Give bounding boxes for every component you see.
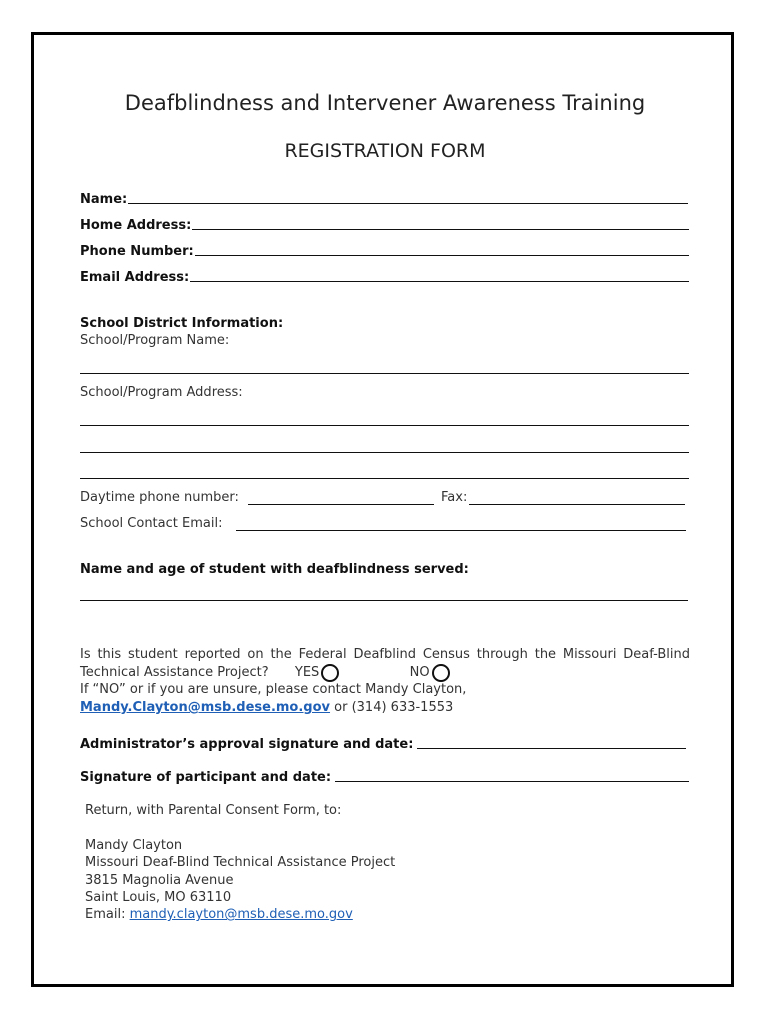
admin-signature-blank[interactable] <box>417 748 686 749</box>
home-address-blank[interactable] <box>192 229 689 230</box>
return-intro: Return, with Parental Consent Form, to: <box>85 803 342 818</box>
home-address-label: Home Address: <box>80 218 192 233</box>
daytime-phone-blank[interactable] <box>248 504 434 505</box>
form-subtitle: REGISTRATION FORM <box>284 140 486 162</box>
census-question-line2 <box>80 664 450 682</box>
contact-email-link[interactable]: Mandy.Clayton@msb.dese.mo.gov <box>80 700 331 715</box>
census-contact-info <box>80 700 453 715</box>
email-label: Email Address: <box>80 270 190 285</box>
fax-label: Fax: <box>441 490 468 505</box>
program-name-label: School/Program Name: <box>80 333 230 348</box>
no-label: NO <box>409 665 430 680</box>
participant-signature-row[interactable] <box>80 770 689 785</box>
name-field-row[interactable] <box>80 192 688 207</box>
no-radio[interactable] <box>432 664 450 682</box>
contact-phone: or (314) 633-1553 <box>330 700 454 715</box>
yes-label: YES <box>294 665 320 680</box>
document-title: Deafblindness and Intervener Awareness Training <box>124 91 646 115</box>
participant-signature-label: Signature of participant and date: <box>80 770 332 785</box>
program-address-blank-1[interactable] <box>80 425 689 426</box>
phone-label: Phone Number: <box>80 244 194 259</box>
admin-signature-label: Administrator’s approval signature and date: <box>80 737 414 752</box>
return-org: Missouri Deaf-Blind Technical Assistance Project <box>85 855 396 870</box>
email-field-row[interactable] <box>80 270 689 285</box>
program-address-blank-2[interactable] <box>80 452 689 453</box>
return-email-line <box>85 907 353 922</box>
contact-email-label: School Contact Email: <box>80 516 223 531</box>
email-blank[interactable] <box>190 281 689 282</box>
yes-radio[interactable] <box>321 664 339 682</box>
name-label: Name: <box>80 192 128 207</box>
return-email-link[interactable]: mandy.clayton@msb.dese.mo.gov <box>129 907 353 922</box>
census-question-text: Technical Assistance Project? <box>80 665 269 680</box>
fax-blank[interactable] <box>469 504 685 505</box>
return-street: 3815 Magnolia Avenue <box>85 873 234 888</box>
phone-field-row[interactable] <box>80 244 689 259</box>
school-heading: School District Information: <box>80 316 284 331</box>
program-address-label: School/Program Address: <box>80 385 243 400</box>
census-question-line1: Is this student reported on the Federal Deafblind Census through the Missouri Deaf-Blind <box>80 647 690 662</box>
student-label: Name and age of student with deafblindness served: <box>80 562 469 577</box>
return-city: Saint Louis, MO 63110 <box>85 890 232 905</box>
program-address-blank-3[interactable] <box>80 478 689 479</box>
return-email-label: Email: <box>85 907 130 922</box>
admin-signature-row[interactable] <box>80 737 686 752</box>
contact-email-blank[interactable] <box>236 530 686 531</box>
daytime-phone-label: Daytime phone number: <box>80 490 239 505</box>
census-contact-line: If “NO” or if you are unsure, please contact Mandy Clayton, <box>80 682 467 697</box>
home-address-field-row[interactable] <box>80 218 689 233</box>
return-name: Mandy Clayton <box>85 838 183 853</box>
program-name-blank[interactable] <box>80 373 689 374</box>
participant-signature-blank[interactable] <box>335 781 689 782</box>
phone-blank[interactable] <box>195 255 689 256</box>
student-blank[interactable] <box>80 600 688 601</box>
name-blank[interactable] <box>128 203 688 204</box>
